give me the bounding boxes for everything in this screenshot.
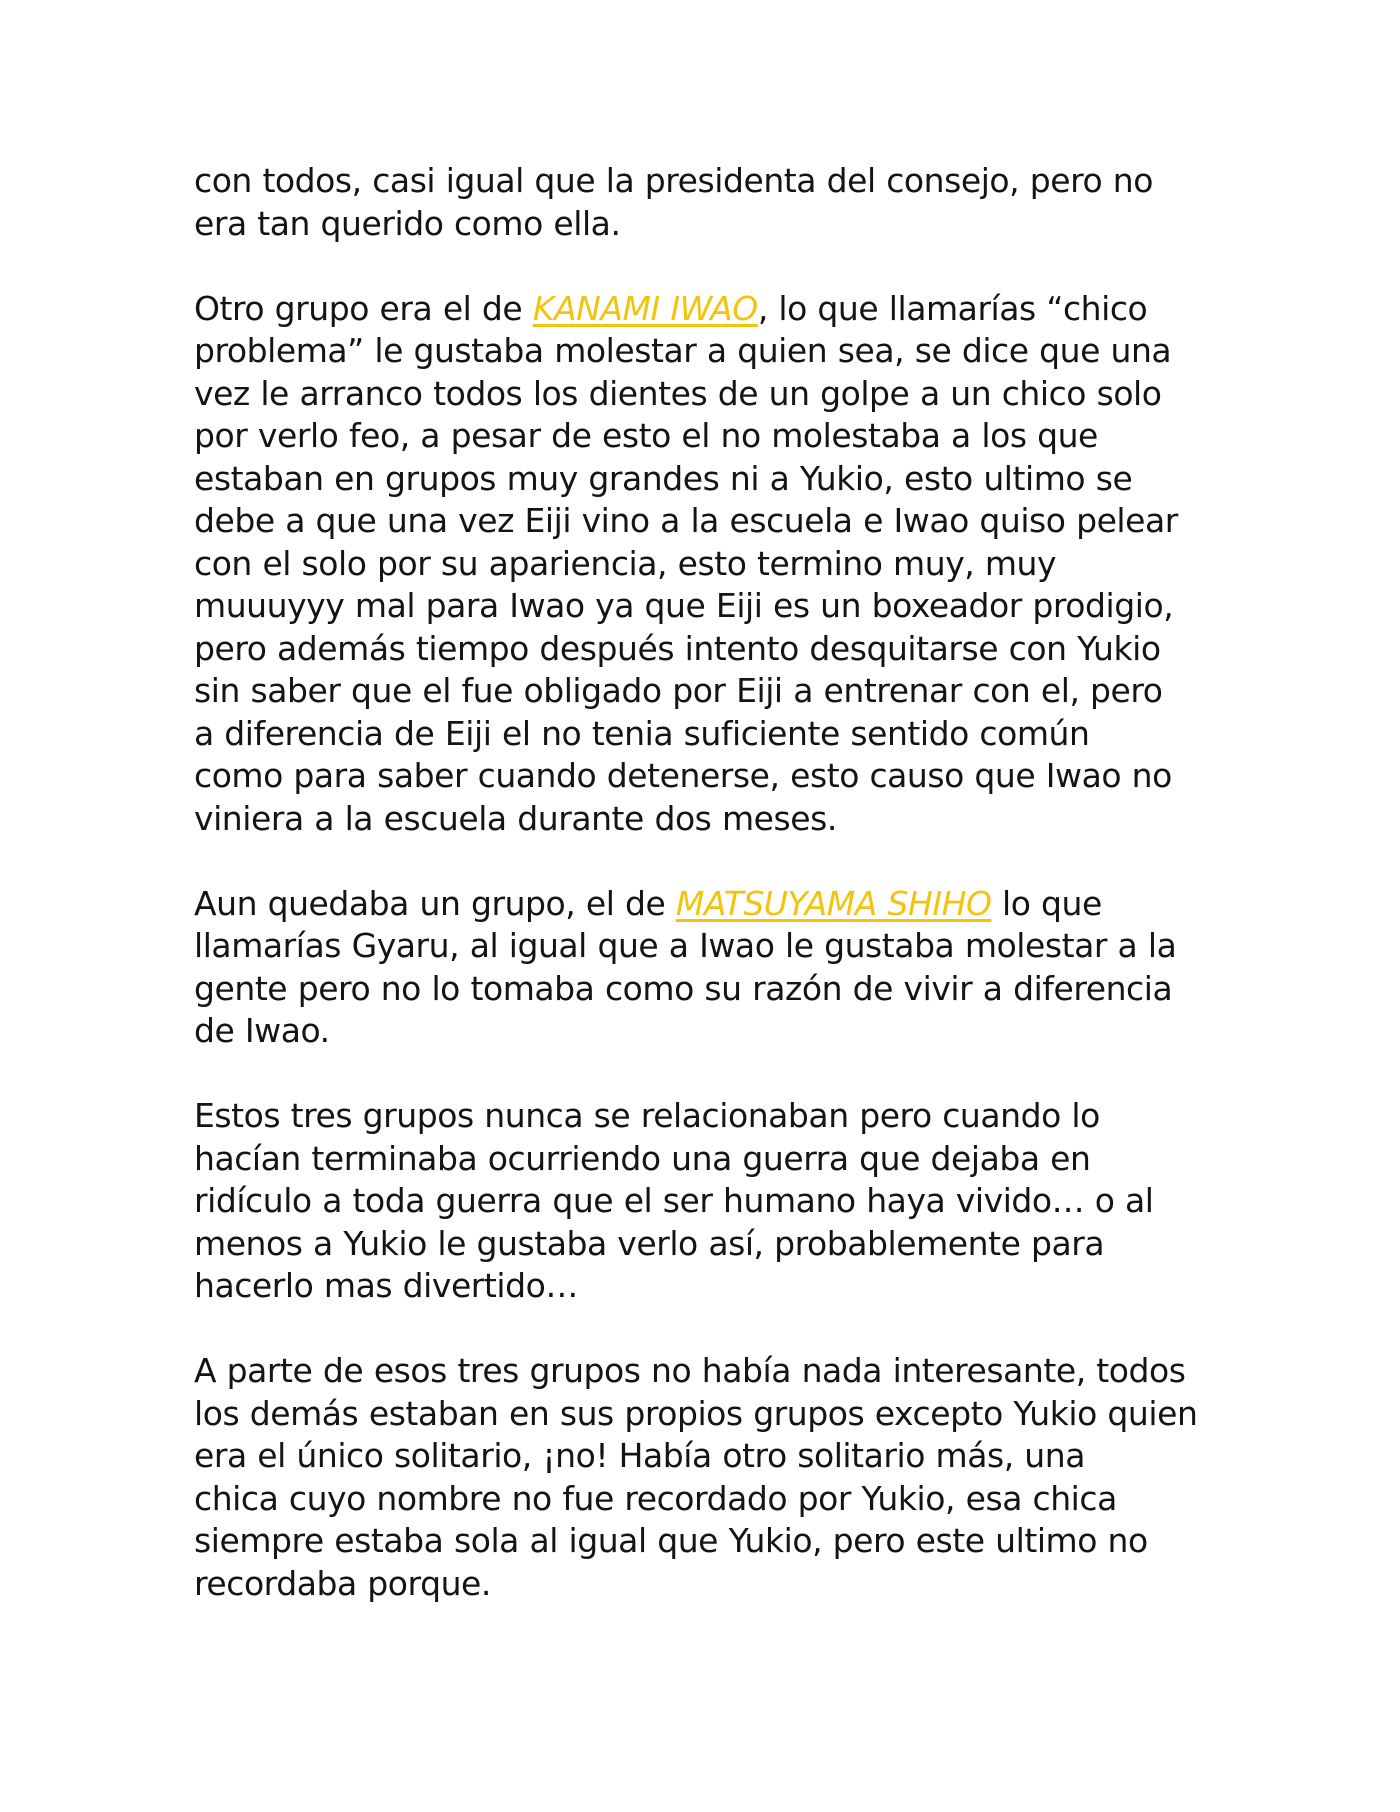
paragraph (194, 1350, 1234, 1605)
text-line: viniera a la escuela durante dos meses. (194, 798, 837, 838)
line-text-before: Otro grupo era el de (194, 288, 533, 328)
text-line: problema” le gustaba molestar a quien sea, se dice que una (194, 331, 1172, 370)
text-line (194, 288, 1234, 331)
text-line: estaban en grupos muy grandes ni a Yukio, esto ultimo se (194, 458, 1133, 498)
text-line: era tan querido como ella. (194, 203, 621, 243)
text-line: sin saber que el fue obligado por Eiji a entrenar con el, pero (194, 671, 1163, 710)
text-line: A parte de esos tres grupos no había nada interesante, todos (194, 1351, 1186, 1390)
paragraph (194, 288, 1234, 841)
text-line: hacerlo mas divertido… (194, 1266, 578, 1305)
document-body (194, 160, 1234, 1605)
text-line: debe a que una vez Eiji vino a la escuela e Iwao quiso pelear (194, 501, 1178, 540)
text-line: a diferencia de Eiji el no tenia suficiente sentido común (194, 713, 1090, 753)
paragraph (194, 160, 1234, 245)
text-line: con todos, casi igual que la presidenta del consejo, pero no (194, 161, 1153, 200)
text-line: Estos tres grupos nunca se relacionaban pero cuando lo (194, 1096, 1100, 1135)
text-line: con el solo por su apariencia, esto termino muy, muy (194, 543, 1057, 583)
text-line: hacían terminaba ocurriendo una guerra que dejaba en (194, 1138, 1091, 1178)
text-line: era el único solitario, ¡no! Había otro solitario más, una (194, 1436, 1086, 1475)
text-line: menos a Yukio le gustaba verlo así, probablemente para (194, 1223, 1105, 1263)
paragraph (194, 1095, 1234, 1308)
text-line: chica cuyo nombre no fue recordado por Yukio, esa chica (194, 1478, 1117, 1518)
paragraph (194, 883, 1234, 1053)
text-line: siempre estaba sola al igual que Yukio, pero este ultimo no (194, 1521, 1148, 1560)
text-line: gente pero no lo tomaba como su razón de vivir a diferencia (194, 968, 1173, 1008)
text-line: vez le arranco todos los dientes de un golpe a un chico solo (194, 373, 1162, 413)
text-line (194, 883, 1234, 926)
highlighted-name: MATSUYAMA SHIHO (675, 883, 992, 923)
highlighted-name: KANAMI IWAO (532, 288, 758, 328)
text-line: pero además tiempo después intento desquitarse con Yukio (194, 628, 1161, 668)
text-line: llamarías Gyaru, al igual que a Iwao le gustaba molestar a la (194, 926, 1177, 965)
text-line: ridículo a toda guerra que el ser humano haya vivido… o al (194, 1181, 1154, 1220)
line-text-after: lo que (991, 883, 1102, 923)
text-line: los demás estaban en sus propios grupos excepto Yukio quien (194, 1393, 1198, 1433)
text-line: muuuyyy mal para Iwao ya que Eiji es un boxeador prodigio, (194, 586, 1174, 625)
text-line: recordaba porque. (194, 1563, 491, 1603)
text-line: de Iwao. (194, 1011, 330, 1050)
text-line: por verlo feo, a pesar de esto el no molestaba a los que (194, 416, 1098, 455)
line-text-after: , lo que llamarías “chico (757, 288, 1148, 328)
text-line: como para saber cuando detenerse, esto causo que Iwao no (194, 756, 1172, 795)
line-text-before: Aun quedaba un grupo, el de (194, 883, 676, 923)
